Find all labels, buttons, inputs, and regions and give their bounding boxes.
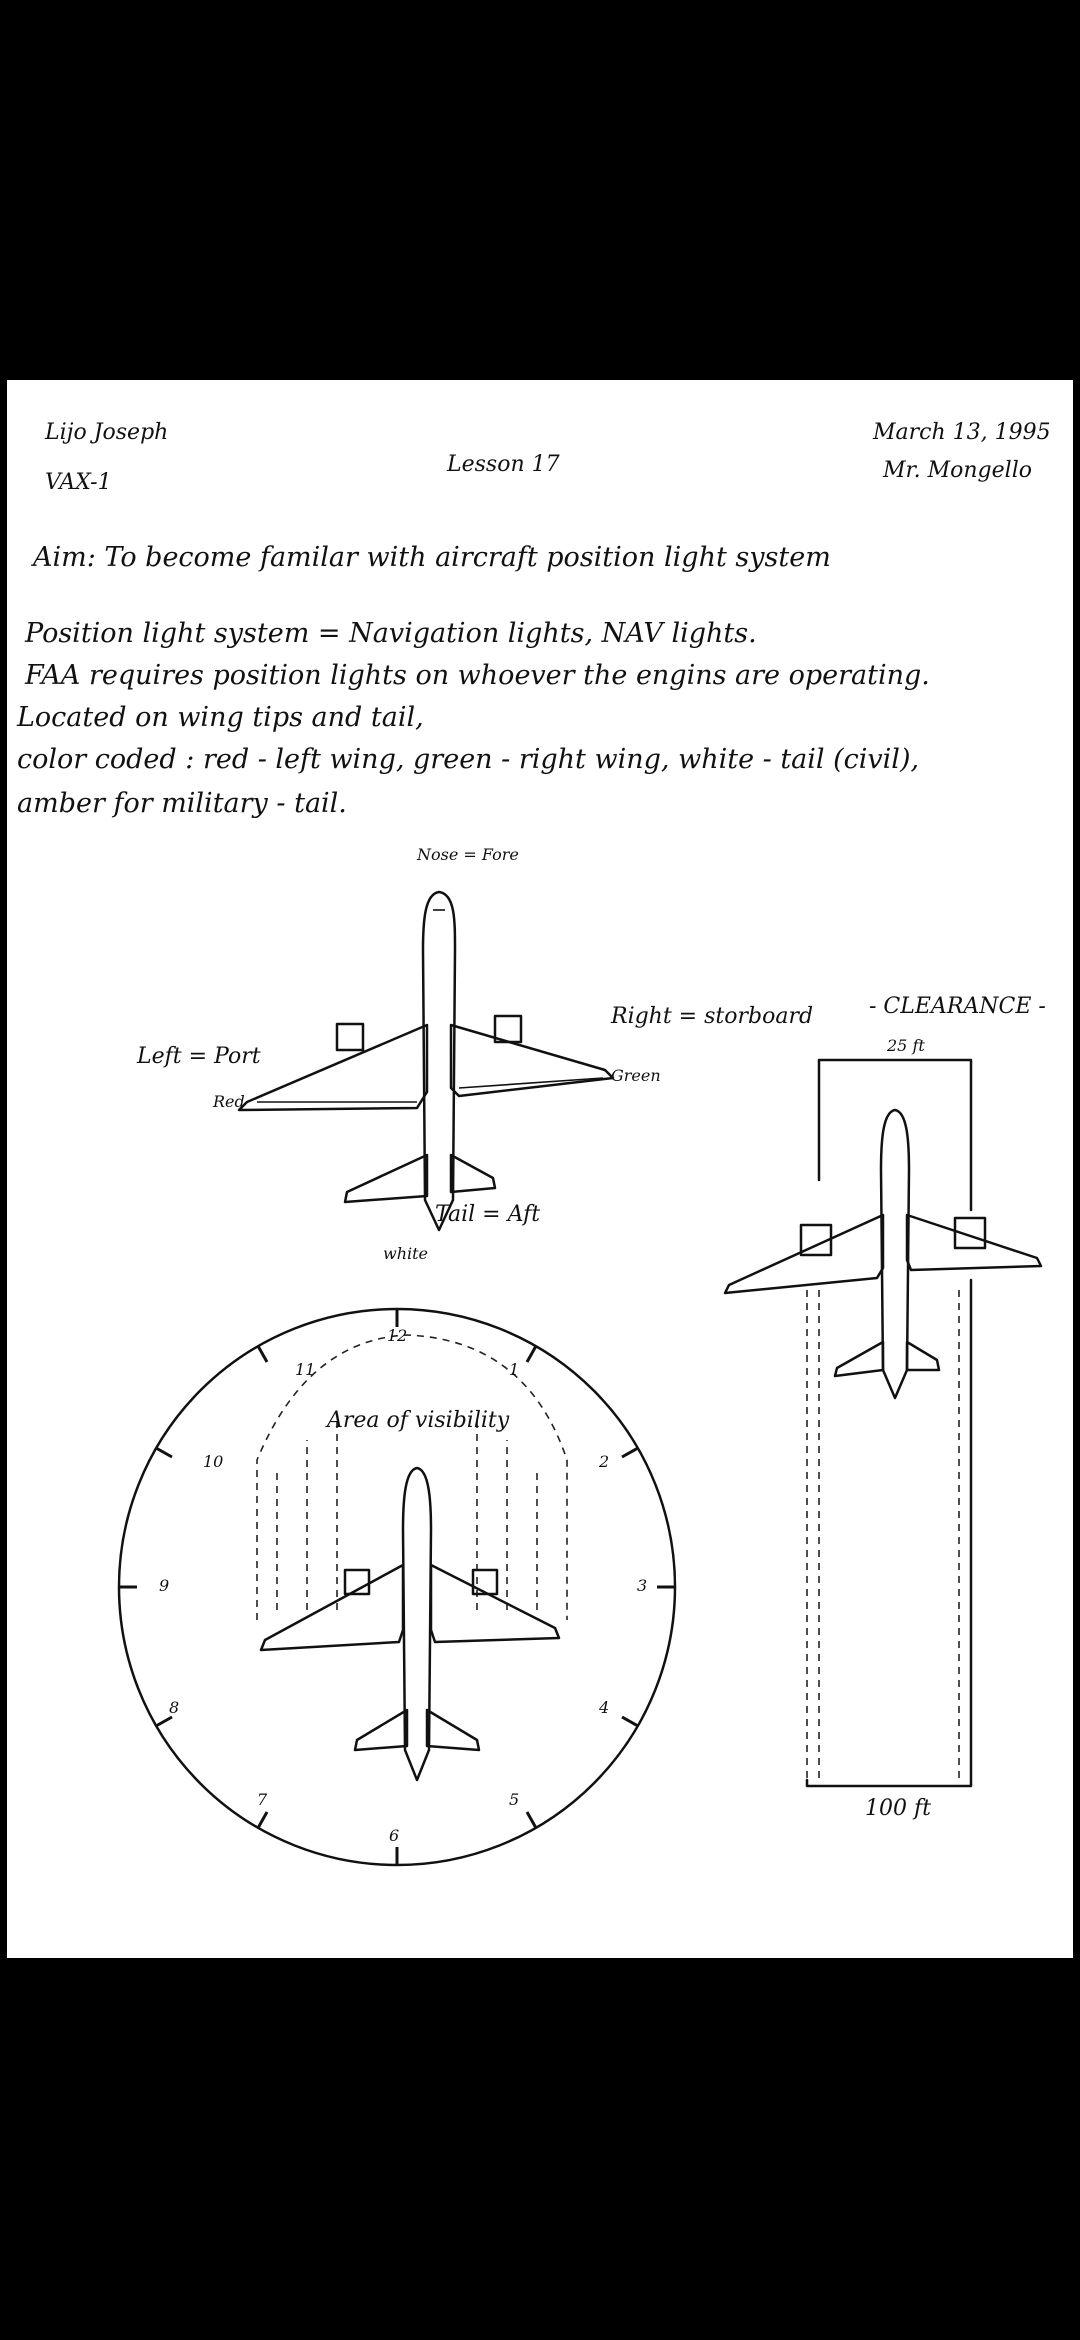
left-port-label: Left = Port <box>137 1044 261 1069</box>
white-light-label: white <box>383 1244 429 1263</box>
hour-10: 10 <box>203 1452 224 1471</box>
note-line-3: Located on wing tips and tail, <box>17 702 424 733</box>
plane-top-view-1 <box>239 892 613 1230</box>
clearance-width: 25 ft <box>887 1036 925 1055</box>
note-line-4: color coded : red - left wing, green - right wing, white - tail (civil), <box>17 744 920 775</box>
visibility-clock <box>119 1309 675 1865</box>
hour-1: 1 <box>509 1360 520 1379</box>
class-code: VAX-1 <box>45 470 112 495</box>
hour-7: 7 <box>257 1790 268 1809</box>
red-light-label: Red <box>213 1092 245 1111</box>
tail-aft-label: Tail = Aft <box>435 1202 541 1227</box>
note-line-2: FAA requires position lights on whoever the engins are operating. <box>25 660 930 691</box>
plane-top-view-2 <box>725 1060 1041 1786</box>
note-line-5: amber for military - tail. <box>17 788 347 819</box>
hour-2: 2 <box>599 1452 610 1471</box>
area-of-visibility-label: Area of visibility <box>327 1408 510 1433</box>
nose-label: Nose = Fore <box>417 845 519 864</box>
student-name: Lijo Joseph <box>45 420 169 445</box>
right-starboard-label: Right = storboard <box>611 1004 814 1029</box>
clearance-length: 100 ft <box>865 1796 931 1821</box>
hour-12: 12 <box>387 1326 408 1345</box>
hour-6: 6 <box>389 1826 400 1845</box>
date: March 13, 1995 <box>873 420 1051 445</box>
teacher-name: Mr. Mongello <box>883 458 1032 483</box>
notebook-page <box>7 380 1073 1958</box>
hour-5: 5 <box>509 1790 520 1809</box>
aim-line: Aim: To become familar with aircraft position light system <box>33 542 831 573</box>
hour-8: 8 <box>169 1698 180 1717</box>
lesson-number: Lesson 17 <box>447 452 560 477</box>
clearance-title: - CLEARANCE - <box>869 994 1046 1019</box>
hour-9: 9 <box>159 1576 170 1595</box>
hour-4: 4 <box>599 1698 610 1717</box>
green-light-label: Green <box>611 1066 661 1085</box>
note-line-1: Position light system = Navigation lights, NAV lights. <box>25 618 757 649</box>
hour-3: 3 <box>637 1576 648 1595</box>
hour-11: 11 <box>295 1360 316 1379</box>
aircraft-drawings <box>7 380 1073 1958</box>
